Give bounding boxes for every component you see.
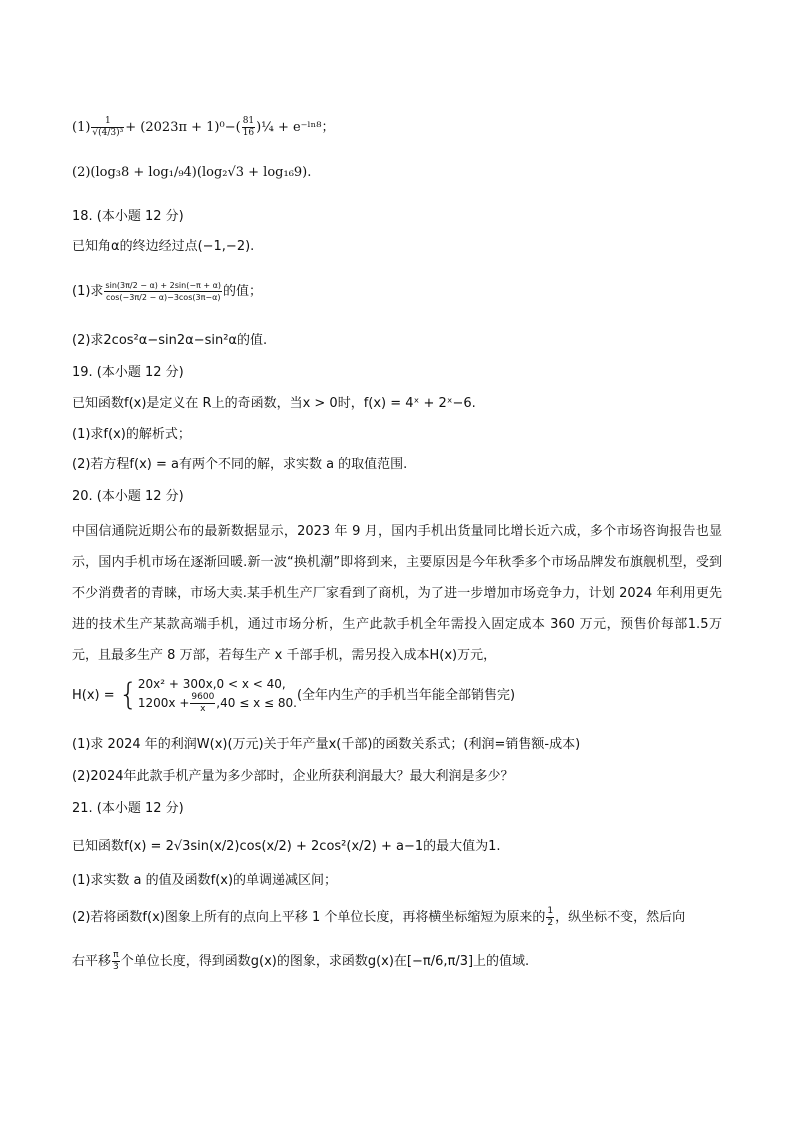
q17-p1-fraction <box>91 116 124 139</box>
q17-p1-term2: + (2023π + 1)⁰−( <box>125 120 241 135</box>
q18-p1-label: (1)求 <box>72 284 104 299</box>
q20-paragraph: 中国信通院近期公布的最新数据显示，2023 年 9 月，国内手机出货量同比增长近六成，多个市场咨询报告也显示，国内手机市场在逐渐回暖.新一波“换机潮”即将到来，主要原因是今年秋季多个市场品牌发布旗舰机型，受到不少消费者的青睐，市场大卖.某手机生产厂家看到了商机，为了进一步增加市场竞争力，计划 2024 年利用更先进的技术生产某款高端手机，通过市场分析，生产此款手机全年需投入固定成本 360 万元，预售价每部1.5万元，且最多生产 8 万部，若每生产 x 千部手机，需另投入成本H(x)万元， <box>72 524 722 663</box>
q21-heading: 21. (本小题 12 分) <box>72 801 184 816</box>
q21-p3-a: 右平移 <box>72 954 112 969</box>
q17-p1-exp: )¼ + e⁻ˡⁿ⁸； <box>256 120 335 135</box>
q20-case2-frac <box>190 692 215 715</box>
q18-p1-fraction <box>104 280 222 303</box>
q20-case2-b: ,40 ≤ x ≤ 80. <box>216 696 297 710</box>
q20-case2-a: 1200x + <box>137 696 190 710</box>
q17-p1-frac-num: 1 <box>91 116 124 128</box>
q18-heading: 18. (本小题 12 分) <box>72 209 184 224</box>
q18-stem: 已知角α的终边经过点(−1,−2). <box>72 239 255 254</box>
q20-part1: (1)求 2024 年的利润W(x)(万元)关于年产量x(千部)的函数关系式；(利润=销售额-成本) <box>72 737 581 752</box>
q20-case2 <box>138 692 297 715</box>
q18-part2: (2)求2cos²α−sin2α−sin²α的值. <box>72 333 268 348</box>
q20-heading: 20. (本小题 12 分) <box>72 489 184 504</box>
q20-case2-den: x <box>200 704 206 714</box>
q21-p2-b: ，纵坐标不变，然后向 <box>555 910 686 925</box>
q20-case1: 20x² + 300x,0 < x < 40, <box>137 677 286 691</box>
q17-part1 <box>72 116 335 139</box>
q19-heading: 19. (本小题 12 分) <box>72 365 184 380</box>
q18-part1 <box>72 280 262 303</box>
q17-p1-label: (1) <box>72 120 91 135</box>
q17-p1-fraction2 <box>242 116 255 139</box>
q17-part2: (2)(log₃8 + log₁/₉4)(log₂√3 + log₁₆9). <box>72 165 312 180</box>
q20-cases <box>138 676 297 715</box>
q21-part3 <box>72 950 529 973</box>
q20-h-label: H(x) = <box>72 688 115 703</box>
q18-p1-num: sin(3π/2 − α) + 2sin(−π + α) <box>105 281 222 290</box>
q20-cost-function <box>72 676 515 715</box>
q21-p3-frac-num: π <box>113 950 119 960</box>
q17-p1-frac2-den: 16 <box>242 128 255 138</box>
left-brace-icon: { <box>118 677 138 713</box>
q19-stem: 已知函数f(x)是定义在 R上的奇函数，当x > 0时，f(x) = 4ˣ + 2ˣ−6. <box>72 396 476 411</box>
q21-p2-frac-num: 1 <box>547 906 554 916</box>
q21-stem: 已知函数f(x) = 2√3sin(x/2)cos(x/2) + 2cos²(x/2) + a−1的最大值为1. <box>72 839 501 854</box>
q21-p2-a: (2)若将函数f(x)图象上所有的点向上平移 1 个单位长度，再将横坐标缩短为原来的 <box>72 910 546 925</box>
q21-p3-frac-den: 3 <box>113 962 119 972</box>
q21-p2-frac <box>546 906 554 929</box>
q19-part1: (1)求f(x)的解析式； <box>72 427 191 442</box>
q19-part2: (2)若方程f(x) = a有两个不同的解，求实数 a 的取值范围. <box>72 457 408 472</box>
q21-p2-frac-den: 2 <box>547 918 554 928</box>
q18-p1-den: cos(−3π/2 − α)−3cos(3π−α) <box>105 293 221 302</box>
q17-p1-frac-den: √(4/3)³ <box>92 128 124 138</box>
q21-part1: (1)求实数 a 的值及函数f(x)的单调递减区间； <box>72 873 338 888</box>
q21-part2 <box>72 906 685 929</box>
q20-part2: (2)2024年此款手机产量为多少部时，企业所获利润最大？最大利润是多少？ <box>72 769 514 784</box>
q17-p1-frac2-num: 81 <box>242 116 255 126</box>
q18-p1-tail: 的值； <box>223 284 263 299</box>
q20-h-note: (全年内生产的手机当年能全部销售完) <box>296 688 516 703</box>
q20-case2-num: 9600 <box>191 692 215 702</box>
q21-p3-frac <box>112 950 120 973</box>
q21-p3-b: 个单位长度，得到函数g(x)的图象，求函数g(x)在[−π/6,π/3]上的值域. <box>120 954 530 969</box>
